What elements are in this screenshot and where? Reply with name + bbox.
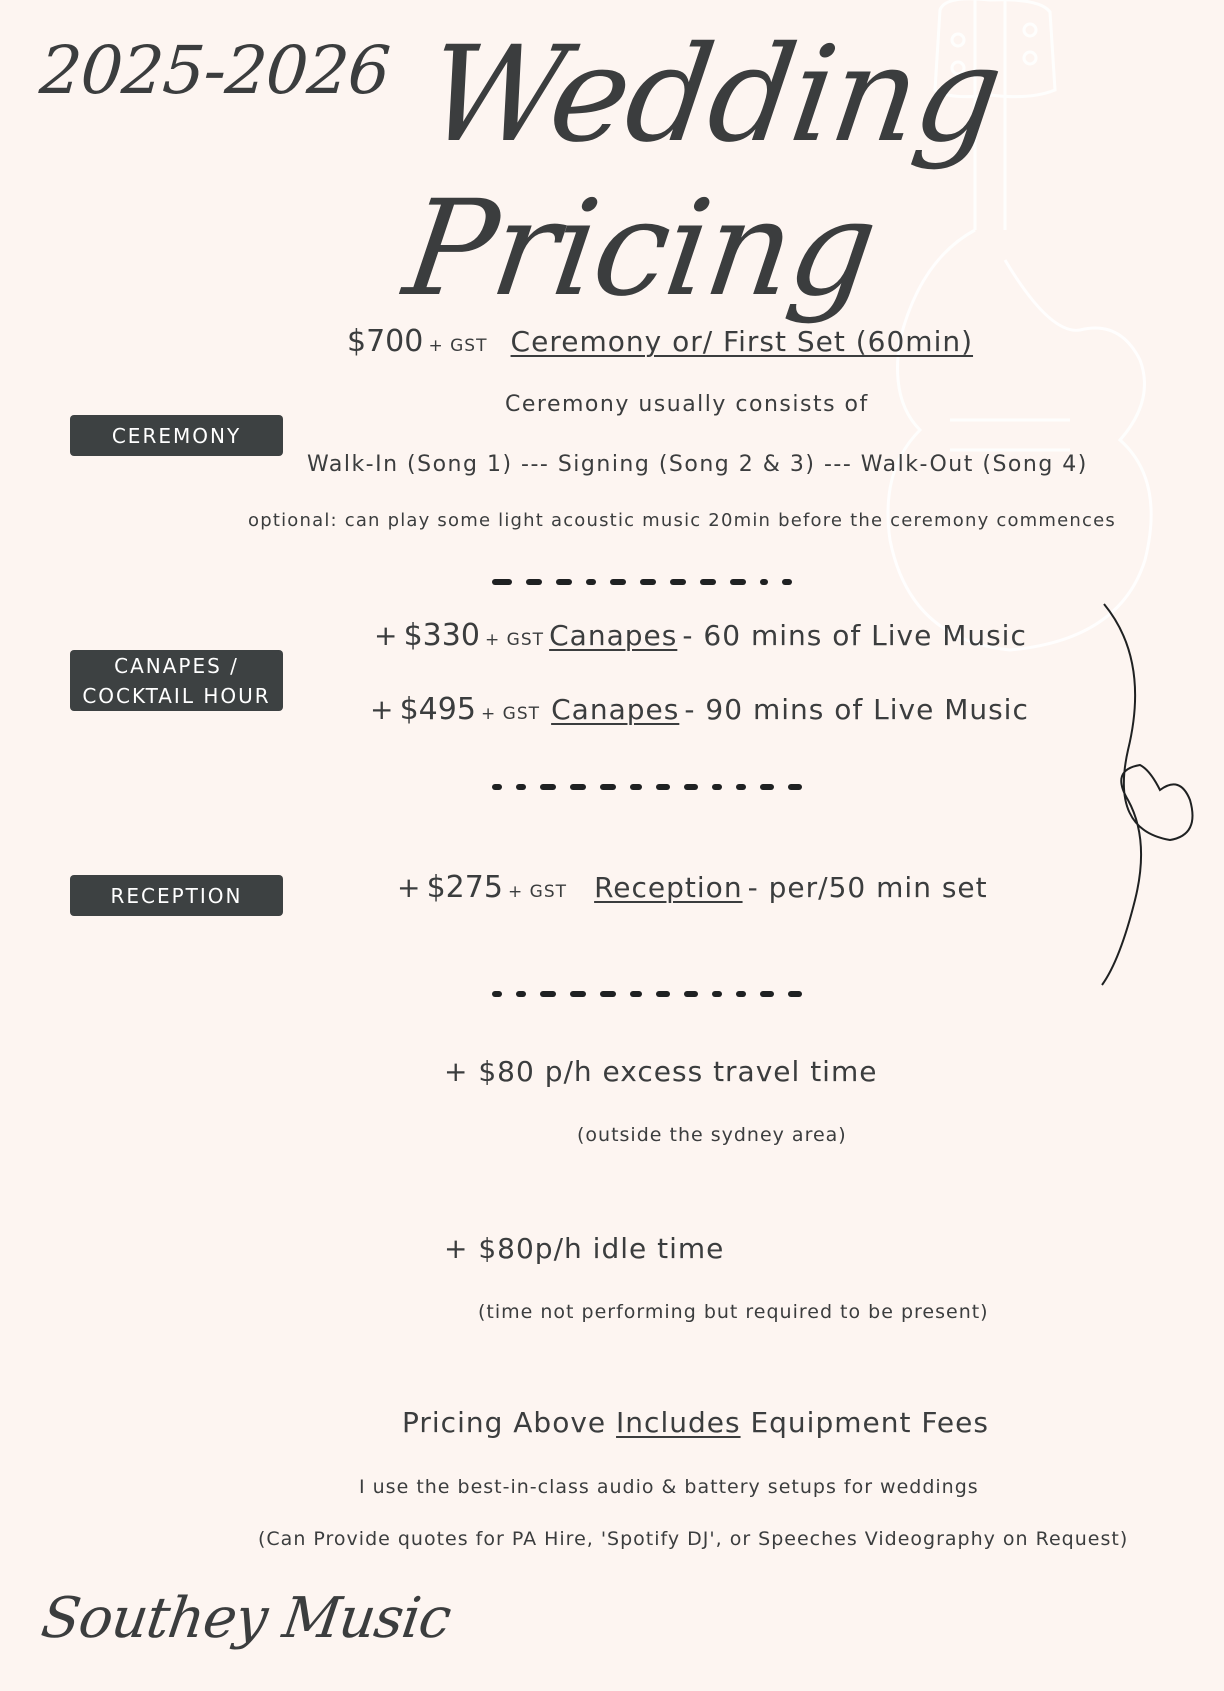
equipment-post: Equipment Fees <box>750 1406 989 1439</box>
ceremony-title: Ceremony or/ First Set (60min) <box>510 325 974 358</box>
canapes-90-name: Canapes <box>551 693 680 726</box>
equipment-underlined: Includes <box>616 1406 741 1439</box>
reception-name: Reception <box>594 871 743 904</box>
canapes-90-gst: + GST <box>481 704 541 724</box>
equipment-pre: Pricing Above <box>402 1406 607 1439</box>
canapes-90-price: $495 <box>399 692 476 727</box>
ceremony-price: $700 <box>347 324 424 359</box>
ceremony-gst: + GST <box>428 336 488 356</box>
label-ceremony-text: CEREMONY <box>111 423 242 448</box>
equipment-line1: I use the best-in-class audio & battery setups for weddings <box>359 1476 979 1498</box>
canapes-row-90 <box>370 692 1029 727</box>
label-reception-text: RECEPTION <box>110 883 243 908</box>
divider <box>492 984 844 990</box>
reception-prefix: + <box>397 871 422 904</box>
ceremony-optional: optional: can play some light acoustic music 20min before the ceremony commences <box>248 510 1116 531</box>
canapes-60-gst: + GST <box>485 630 545 650</box>
canapes-90-prefix: + <box>370 693 395 726</box>
idle-fee: + $80p/h idle time <box>444 1232 725 1265</box>
canapes-60-price: $330 <box>403 618 480 653</box>
equipment-heading <box>402 1406 989 1439</box>
travel-fee: + $80 p/h excess travel time <box>444 1055 878 1088</box>
canapes-60-prefix: + <box>374 619 399 652</box>
label-canapes-line2: COCKTAIL HOUR <box>82 683 271 708</box>
reception-gst: + GST <box>508 882 568 902</box>
year-range: 2025-2026 <box>37 32 392 109</box>
ceremony-intro: Ceremony usually consists of <box>505 392 869 417</box>
canapes-60-name: Canapes <box>549 619 678 652</box>
canapes-60-detail: - 60 mins of Live Music <box>682 619 1027 652</box>
label-canapes <box>70 650 283 711</box>
reception-price: $275 <box>426 870 503 905</box>
equipment-line2: (Can Provide quotes for PA Hire, 'Spotify DJ', or Speeches Videography on Request) <box>258 1528 1129 1550</box>
reception-detail: - per/50 min set <box>747 871 988 904</box>
label-reception <box>70 875 283 916</box>
ceremony-price-row <box>347 324 973 359</box>
travel-note: (outside the sydney area) <box>577 1124 847 1146</box>
page-title: Wedding Pricing <box>396 18 1010 326</box>
canapes-row-60 <box>374 618 1027 653</box>
brand-signature: Southey Music <box>37 1586 455 1651</box>
idle-note: (time not performing but required to be present) <box>478 1301 989 1323</box>
reception-row <box>397 870 988 905</box>
label-ceremony <box>70 415 283 456</box>
divider <box>492 777 844 783</box>
canapes-90-detail: - 90 mins of Live Music <box>684 693 1029 726</box>
heart-line-graphic <box>1090 600 1200 1000</box>
ceremony-detail: Walk-In (Song 1) --- Signing (Song 2 & 3) --- Walk-Out (Song 4) <box>307 452 1088 477</box>
divider <box>492 572 844 578</box>
label-canapes-line1: CANAPES / <box>114 653 239 678</box>
